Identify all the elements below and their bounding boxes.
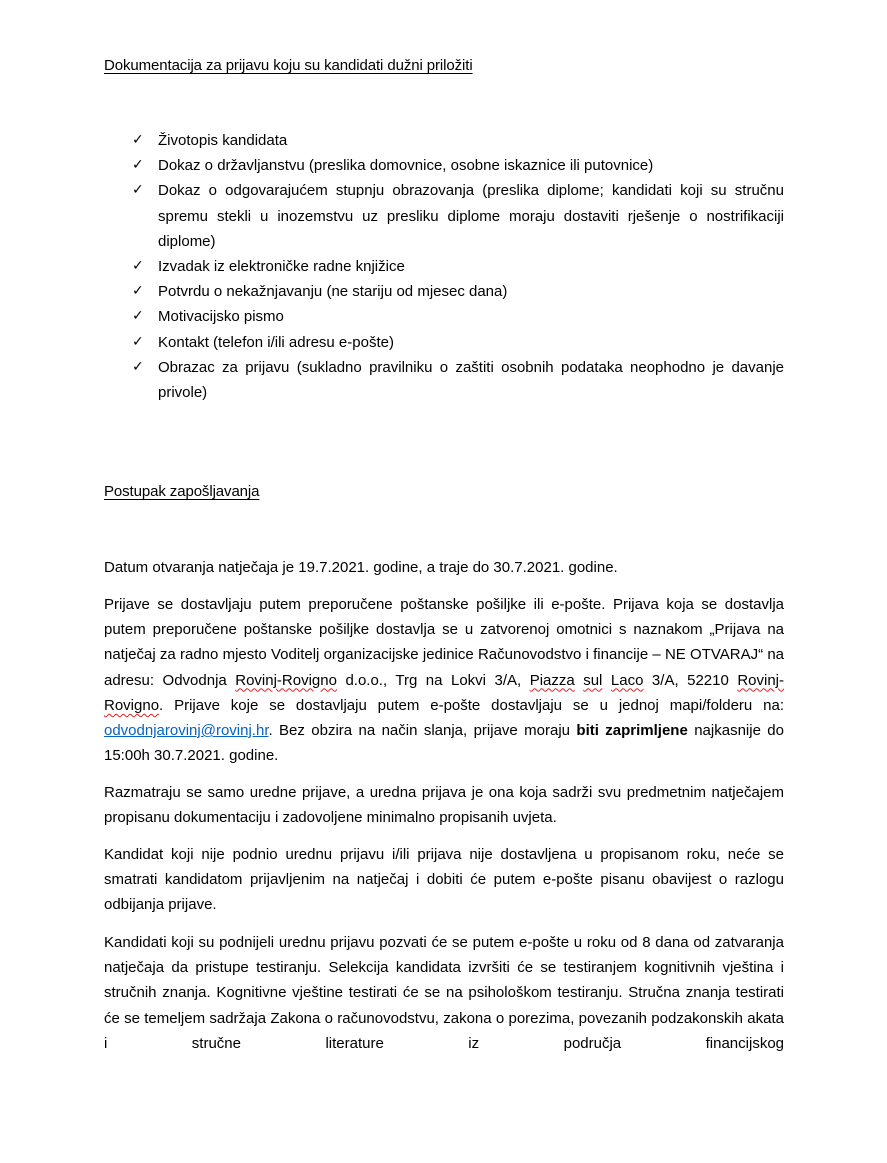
paragraph-testing: Kandidati koji su podnijeli urednu prijavu pozvati će se putem e-pošte u roku od 8 dana od zatvaranja natječaja da pristupe testiranju. Selekcija kandidata izvršiti će se testiranjem kognitivnih vještina i stručnih znanja. Kognitivne vještine testirati će se na psihološkom testiranju. Stručna znanja testirati će se temeljem sadržaja Zakona o računovodstvu, zakona o porezima, povezanih podzakonskih akata i stručne literature iz područja financijskog <box>104 934 784 1052</box>
spellcheck-word: Rovinj-Rovigno <box>104 671 785 714</box>
section-heading-hiring-procedure: Postupak zapošljavanja <box>104 483 260 500</box>
checkmark-icon: ✓ <box>132 358 144 375</box>
checkmark-icon: ✓ <box>132 258 144 275</box>
required-documents-list <box>104 128 784 405</box>
spellcheck-word: sul <box>583 671 603 689</box>
checkmark-icon: ✓ <box>132 283 144 300</box>
checkmark-icon: ✓ <box>132 333 144 350</box>
paragraph-submission: Prijave se dostavljaju putem preporučene poštanske pošiljke ili e-pošte. Prijava koja se dostavlja putem preporučene poštanske pošiljke dostavlja se u zatvorenoj omotnici s naznakom „Prijava na natječaj za radno mjesto Voditelj organizacijske jedinice Računovodstvo i financije – NE OTVARAJ“ na adresu: Odvodnja Rovinj-Rovigno d.o.o., Trg na Lokvi 3/A, Piazza sul Laco 3/A, 52210 Rovinj-Rovigno. Prijave koje se dostavljaju putem e-pošte dostavljaju se u jednoj mapi/folderu na: odvodnjarovinj@rovinj.hr. Bez obzira na način slanja, prijave moraju biti zaprimljene najkasnije do 15:00h 30.7.2021. godine. <box>104 596 785 765</box>
list-item: ✓ Obrazac za prijavu (sukladno pravilniku o zaštiti osobnih podataka neophodno je davanje privole) <box>104 355 784 405</box>
list-item: ✓ Motivacijsko pismo <box>104 304 784 329</box>
list-item: ✓ Kontakt (telefon i/ili adresu e-pošte) <box>104 330 784 355</box>
email-link[interactable]: odvodnjarovinj@rovinj.hr <box>104 722 269 740</box>
checkmark-icon: ✓ <box>132 308 144 325</box>
paragraph-valid-applications: Razmatraju se samo uredne prijave, a uredna prijava je ona koja sadrži svu predmetnim natječajem propisanu dokumentaciju i zadovoljene minimalno propisanih uvjeta. <box>104 784 784 827</box>
spellcheck-word: Rovinj-Rovigno <box>235 671 337 689</box>
paragraph-dates: Datum otvaranja natječaja je 19.7.2021. godine, a traje do 30.7.2021. godine. <box>104 559 618 576</box>
paragraph-invalid-applications: Kandidat koji nije podnio urednu prijavu i/ili prijava nije dostavljena u propisanom roku, neće se smatrati kandidatom prijavljenim na natječaj i dobiti će putem e-pošte pisanu obavijest o razlogu odbijanja prijave. <box>104 846 784 914</box>
bold-text: biti zaprimljene <box>576 722 688 740</box>
list-item: ✓ Potvrdu o nekažnjavanju (ne stariju od mjesec dana) <box>104 279 784 304</box>
list-item: ✓ Dokaz o odgovarajućem stupnju obrazovanja (preslika diplome; kandidati koji su stručnu spremu stekli u inozemstvu uz presliku diplome moraju dostaviti rješenje o nostrifikaciji diplome) <box>104 178 784 254</box>
list-item: ✓ Životopis kandidata <box>104 128 784 153</box>
list-item: ✓ Dokaz o državljanstvu (preslika domovnice, osobne iskaznice ili putovnice) <box>104 153 784 178</box>
checkmark-icon: ✓ <box>132 182 144 199</box>
checkmark-icon: ✓ <box>132 157 144 174</box>
spellcheck-word: Piazza <box>529 671 575 689</box>
section-heading-documentation: Dokumentacija za prijavu koju su kandidati dužni priložiti <box>104 57 473 74</box>
checkmark-icon: ✓ <box>132 132 144 148</box>
spellcheck-word: Laco <box>610 671 644 689</box>
list-item: ✓ Izvadak iz elektroničke radne knjižice <box>104 254 784 279</box>
